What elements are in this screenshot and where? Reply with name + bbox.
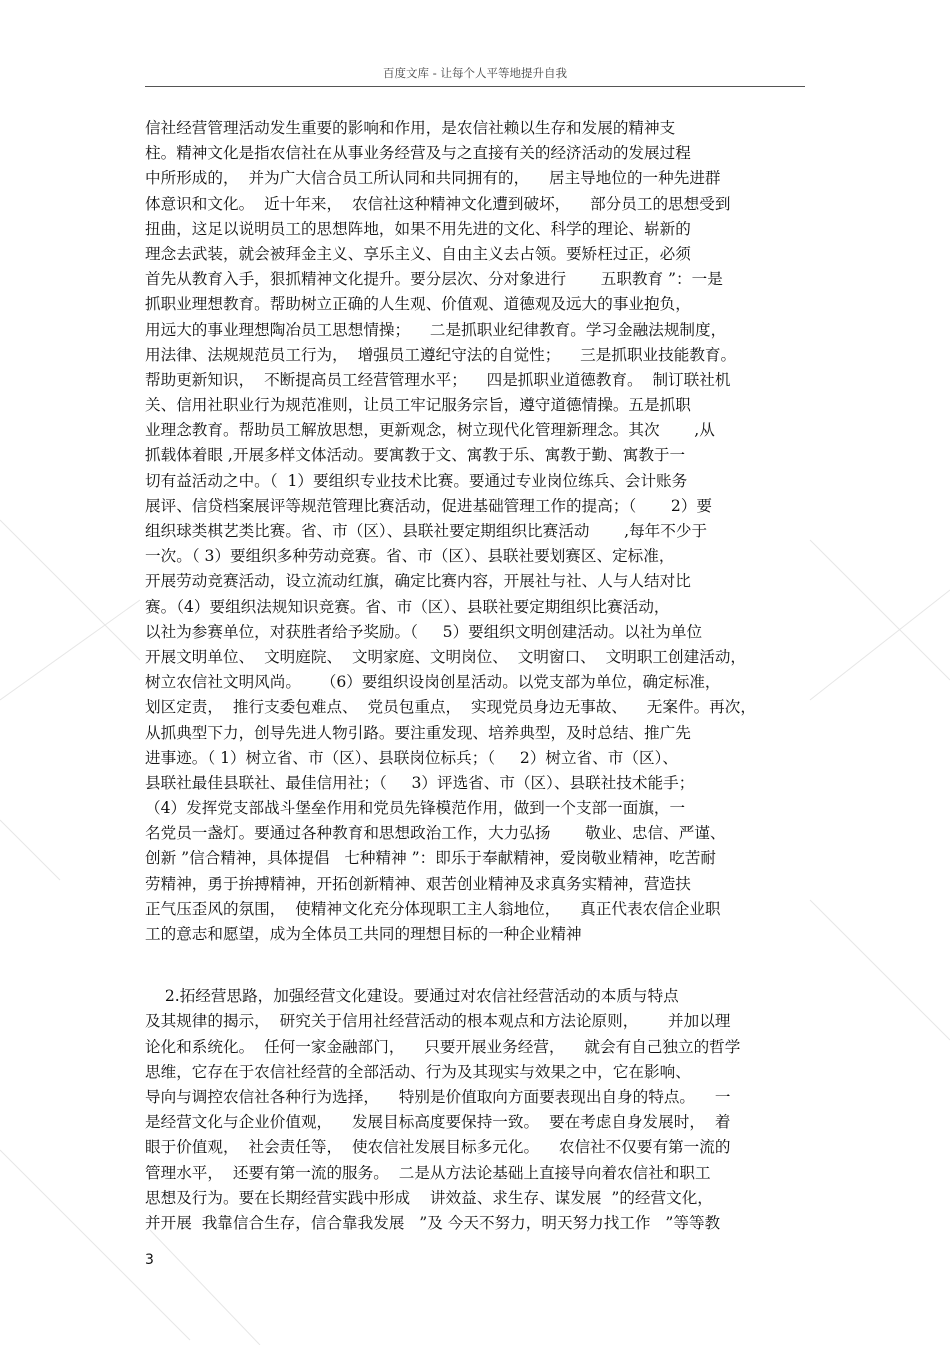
text-line: 创新 ”信合精神，具体提倡 七种精神 ”：即乐于奉献精神，爱岗敬业精神，吃苦耐: [145, 849, 716, 868]
text-line: 开展文明单位、 文明庭院、 文明家庭、文明岗位、 文明窗口、 文明职工创建活动，: [145, 647, 747, 666]
text-line: 并开展 我靠信合生存，信合靠我发展 ”及 今天不努力，明天努力找工作 ”等等教: [145, 1213, 721, 1232]
text-line: 开展劳动竞赛活动，设立流动红旗，确定比赛内容，开展社与社、人与人结对比: [145, 572, 691, 591]
text-line: 理念去武装，就会被拜金主义、享乐主义、自由主义去占领。要矫枉过正，必须: [145, 244, 691, 263]
text-line: 名党员一盏灯。要通过各种教育和思想政治工作，大力弘扬 敬业、忠信、严谨、: [145, 824, 726, 843]
text-line: 扭曲，这足以说明员工的思想阵地，如果不用先进的文化、科学的理论、崭新的: [145, 219, 691, 238]
text-line: 工的意志和愿望，成为全体员工共同的理想目标的一种企业精神: [145, 925, 582, 943]
text-line: 信社经营管理活动发生重要的影响和作用，是农信社赖以生存和发展的精神支: [145, 119, 676, 137]
page-header: 百度文库 - 让每个人平等地提升自我: [145, 60, 805, 87]
text-line: 切有益活动之中。（ 1）要组织专业技术比赛。要通过专业岗位练兵、会计账务: [145, 471, 688, 490]
text-line: 思维，它存在于农信社经营的全部活动、行为及其现实与效果之中，它在影响、: [145, 1062, 691, 1081]
text-line: 管理水平， 还要有第一流的服务。 二是从方法论基础上直接导向着农信社和职工: [145, 1163, 711, 1182]
document-body: [145, 116, 810, 1236]
text-line: 一次。（ 3）要组织多种劳动竞赛。省、市（区）、县联社要划赛区、定标准，: [145, 547, 675, 566]
text-line: 思想及行为。要在长期经营实践中形成 讲效益、求生存、谋发展 ”的经营文化，: [145, 1188, 713, 1207]
text-line: 导向与调控农信社各种行为选择， 特别是价值取向方面要表现出自身的特点。 一: [145, 1087, 731, 1106]
text-line: 以社为参赛单位，对获胜者给予奖励。（ 5）要组织文明创建活动。以社为单位: [145, 622, 703, 641]
text-line: 正气压歪风的氛围， 使精神文化充分体现职工主人翁地位， 真正代表农信企业职: [145, 899, 721, 918]
text-line: 抓职业理想教育。帮助树立正确的人生观、价值观、道德观及远大的事业抱负，: [145, 295, 691, 314]
text-line: 柱。精神文化是指农信社在从事业务经营及与之直接有关的经济活动的发展过程: [145, 144, 691, 163]
text-line: 首先从教育入手，狠抓精神文化提升。要分层次、分对象进行 五职教育 ”：一是: [145, 270, 723, 289]
text-line: 从抓典型下力，创导先进人物引路。要注重发现、培养典型，及时总结、推广先: [145, 723, 691, 742]
paragraph-business-culture: [145, 984, 810, 1236]
text-line: 组织球类棋艺类比赛。省、市（区）、县联社要定期组织比赛活动 ,每年不少于: [145, 522, 708, 540]
page-number: 3: [145, 1252, 154, 1268]
text-line: 树立农信社文明风尚。 （6）要组织设岗创星活动。以党支部为单位，确定标准，: [145, 673, 721, 692]
paragraph-spiritual-culture: [145, 116, 810, 947]
text-line: 帮助更新知识， 不断提高员工经营管理水平； 四是抓职业道德教育。 制订联社机: [145, 370, 731, 389]
text-line: 关、信用社职业行为规范准则，让员工牢记服务宗旨，遵守道德情操。五是抓职: [145, 396, 691, 415]
text-line: 用远大的事业理想陶冶员工思想情操； 二是抓职业纪律教育。学习金融法规制度，: [145, 320, 727, 339]
text-line: 眼于价值观， 社会责任等， 使农信社发展目标多元化。 农信社不仅要有第一流的: [145, 1138, 731, 1157]
paragraph-gap: [145, 947, 810, 984]
text-line: 论化和系统化。 任何一家金融部门， 只要开展业务经营， 就会有自己独立的哲学: [145, 1037, 741, 1056]
text-line: 用法律、法规规范员工行为， 增强员工遵纪守法的自觉性； 三是抓职业技能教育。: [145, 345, 737, 364]
text-line: 划区定责， 推行支委包难点、 党员包重点， 实现党员身边无事故、 无案件。再次，: [145, 698, 756, 717]
text-line: 及其规律的揭示， 研究关于信用社经营活动的根本观点和方法论原则， 并加以理: [145, 1012, 731, 1031]
text-line: 中所形成的， 并为广大信合员工所认同和共同拥有的， 居主导地位的一种先进群: [145, 169, 721, 188]
text-line: 展评、信贷档案展评等规范管理比赛活动，促进基础管理工作的提高；（ 2）要: [145, 496, 713, 515]
text-line: 劳精神，勇于拚搏精神，开拓创新精神、艰苦创业精神及求真务实精神，营造扶: [145, 874, 691, 893]
text-line: 业理念教育。帮助员工解放思想，更新观念，树立现代化管理新理念。其次 ,从: [145, 421, 715, 440]
text-line: 体意识和文化。 近十年来， 农信社这种精神文化遭到破坏， 部分员工的思想受到: [145, 194, 731, 213]
text-line: 抓载体着眼 ,开展多样文体活动。要寓教于文、寓教于乐、寓教于勤、寓教于一: [145, 446, 686, 465]
text-line: 县联社最佳县联社、最佳信用社；（ 3）评选省、市（区）、县联社技术能手；: [145, 773, 695, 792]
text-line: 赛。（4）要组织法规知识竞赛。省、市（区）、县联社要定期组织比赛活动，: [145, 597, 670, 616]
text-line: 进事迹。（ 1）树立省、市（区）、县联岗位标兵；（ 2）树立省、市（区）、: [145, 748, 678, 767]
text-line: （4）发挥党支部战斗堡垒作用和党员先锋模范作用，做到一个支部一面旗，一: [145, 799, 686, 818]
text-line: 是经营文化与企业价值观， 发展目标高度要保持一致。 要在考虑自身发展时， 着: [145, 1113, 731, 1132]
text-line: 2.拓经营思路，加强经营文化建设。要通过对农信社经营活动的本质与特点: [145, 987, 679, 1006]
